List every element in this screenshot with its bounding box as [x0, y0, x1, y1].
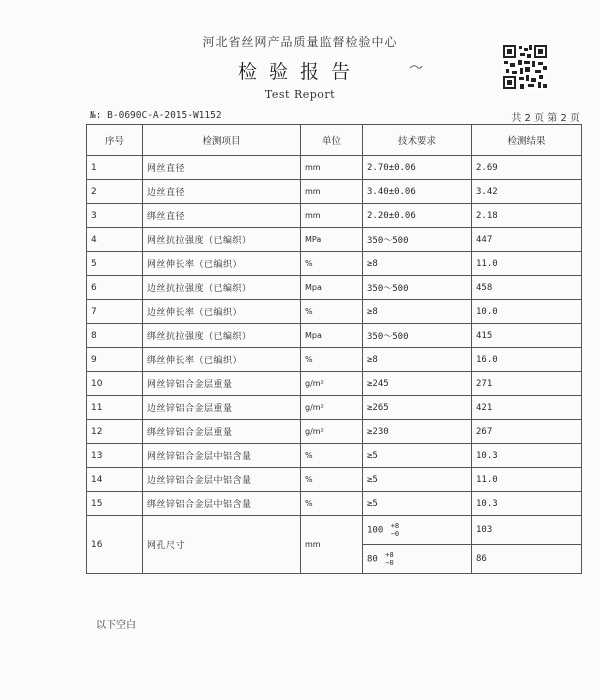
row-no: 2: [87, 180, 143, 204]
table-row: [87, 300, 582, 324]
row-item: 绑丝伸长率（已编织）: [143, 348, 301, 372]
col-header-unit: 单位: [301, 125, 363, 156]
row-unit: g/m²: [301, 420, 363, 444]
row-item: 网丝锌铝合金层重量: [143, 372, 301, 396]
row-item: 边丝锌铝合金层重量: [143, 396, 301, 420]
row-item: 网丝锌铝合金层中铝含量: [143, 444, 301, 468]
row-result: 447: [472, 228, 582, 252]
requirement-base: 100: [367, 525, 384, 536]
qr-code-icon: [502, 44, 548, 90]
row-unit: MPa: [301, 228, 363, 252]
report-subtitle: Test Report: [264, 88, 336, 101]
tolerance: [391, 522, 399, 538]
tolerance-plus: +8: [390, 522, 400, 530]
row-no: 7: [87, 300, 143, 324]
requirement-base: 80: [367, 554, 378, 565]
row-item: 绑丝直径: [143, 204, 301, 228]
row-item: 边丝直径: [143, 180, 301, 204]
row-requirement: ≥230: [363, 420, 472, 444]
row-unit: mm: [301, 516, 363, 574]
table-header-row: [87, 125, 582, 156]
row-no: 13: [87, 444, 143, 468]
tolerance-minus: −0: [385, 559, 394, 567]
row-requirement: [363, 545, 472, 574]
row-unit: %: [301, 300, 363, 324]
row-result: 421: [472, 396, 582, 420]
row-requirement: ≥8: [363, 300, 472, 324]
row-item: 绑丝抗拉强度（已编织）: [143, 324, 301, 348]
blank-below-note: 以下空白: [96, 620, 136, 631]
row-result: 415: [472, 324, 582, 348]
row-result: 103: [472, 516, 582, 545]
row-unit: %: [301, 468, 363, 492]
row-result: 16.0: [472, 348, 582, 372]
row-no: 4: [87, 228, 143, 252]
row-requirement: 3.40±0.06: [363, 180, 472, 204]
row-item: 绑丝锌铝合金层中铝含量: [143, 492, 301, 516]
row-requirement: ≥5: [363, 492, 472, 516]
row-no: 9: [87, 348, 143, 372]
row-result: 11.0: [472, 252, 582, 276]
row-result: 271: [472, 372, 582, 396]
col-header-no: 序号: [87, 125, 143, 156]
table-row: [87, 228, 582, 252]
row-unit: g/m²: [301, 396, 363, 420]
table-row: [87, 492, 582, 516]
row-result: 458: [472, 276, 582, 300]
row-no: 5: [87, 252, 143, 276]
table-row: [87, 420, 582, 444]
row-result: 267: [472, 420, 582, 444]
table-row: [87, 180, 582, 204]
table-row: [87, 396, 582, 420]
table-row: [87, 252, 582, 276]
row-requirement: ≥8: [363, 252, 472, 276]
signature-mark: [409, 64, 423, 70]
tolerance-plus: +8: [385, 551, 394, 559]
col-header-result: 检测结果: [472, 125, 582, 156]
row-requirement: ≥5: [363, 468, 472, 492]
row-result: 11.0: [472, 468, 582, 492]
row-result: 10.3: [472, 492, 582, 516]
tolerance-minus: −0: [390, 530, 400, 538]
row-item: 边丝伸长率（已编织）: [143, 300, 301, 324]
row-requirement: 2.20±0.06: [363, 204, 472, 228]
row-requirement: [363, 516, 472, 545]
row-no: 14: [87, 468, 143, 492]
organization-name: 河北省丝网产品质量监督检验中心: [202, 35, 398, 49]
report-number: №: B-0690C-A-2015-W1152: [90, 110, 222, 121]
table-row-mesh-size: [87, 516, 582, 545]
row-no: 16: [87, 516, 143, 574]
row-unit: Mpa: [301, 324, 363, 348]
row-requirement: 350～500: [363, 276, 472, 300]
row-unit: %: [301, 444, 363, 468]
tolerance: [385, 551, 393, 567]
col-header-item: 检测项目: [143, 125, 301, 156]
row-requirement: ≥8: [363, 348, 472, 372]
row-no: 8: [87, 324, 143, 348]
row-unit: mm: [301, 204, 363, 228]
row-result: 2.18: [472, 204, 582, 228]
row-result: 3.42: [472, 180, 582, 204]
row-no: 6: [87, 276, 143, 300]
row-requirement: 350～500: [363, 324, 472, 348]
row-no: 12: [87, 420, 143, 444]
table-row: [87, 276, 582, 300]
row-requirement: ≥265: [363, 396, 472, 420]
row-unit: g/m²: [301, 372, 363, 396]
row-item: 绑丝锌铝合金层重量: [143, 420, 301, 444]
table-row: [87, 372, 582, 396]
test-results-table: [86, 124, 582, 574]
row-result: 86: [472, 545, 582, 574]
row-no: 11: [87, 396, 143, 420]
row-unit: %: [301, 348, 363, 372]
col-header-requirement: 技术要求: [363, 125, 472, 156]
row-unit: mm: [301, 156, 363, 180]
table-row: [87, 204, 582, 228]
row-no: 3: [87, 204, 143, 228]
table-row: [87, 444, 582, 468]
row-item: 边丝锌铝合金层中铝含量: [143, 468, 301, 492]
row-no: 10: [87, 372, 143, 396]
row-item: 边丝抗拉强度（已编织）: [143, 276, 301, 300]
row-unit: %: [301, 252, 363, 276]
table-row: [87, 324, 582, 348]
row-result: 2.69: [472, 156, 582, 180]
row-requirement: ≥245: [363, 372, 472, 396]
row-requirement: 2.70±0.06: [363, 156, 472, 180]
row-item: 网丝直径: [143, 156, 301, 180]
report-title: 检验报告: [237, 61, 362, 83]
table-row: [87, 468, 582, 492]
row-requirement: ≥5: [363, 444, 472, 468]
row-unit: Mpa: [301, 276, 363, 300]
table-row: [87, 156, 582, 180]
row-unit: mm: [301, 180, 363, 204]
row-no: 1: [87, 156, 143, 180]
page-indicator: 共 2 页 第 2 页: [511, 113, 580, 124]
row-item: 网孔尺寸: [143, 516, 301, 574]
row-unit: %: [301, 492, 363, 516]
row-result: 10.0: [472, 300, 582, 324]
row-result: 10.3: [472, 444, 582, 468]
row-item: 网丝伸长率（已编织）: [143, 252, 301, 276]
row-no: 15: [87, 492, 143, 516]
table-row: [87, 348, 582, 372]
row-requirement: 350～500: [363, 228, 472, 252]
row-item: 网丝抗拉强度（已编织）: [143, 228, 301, 252]
